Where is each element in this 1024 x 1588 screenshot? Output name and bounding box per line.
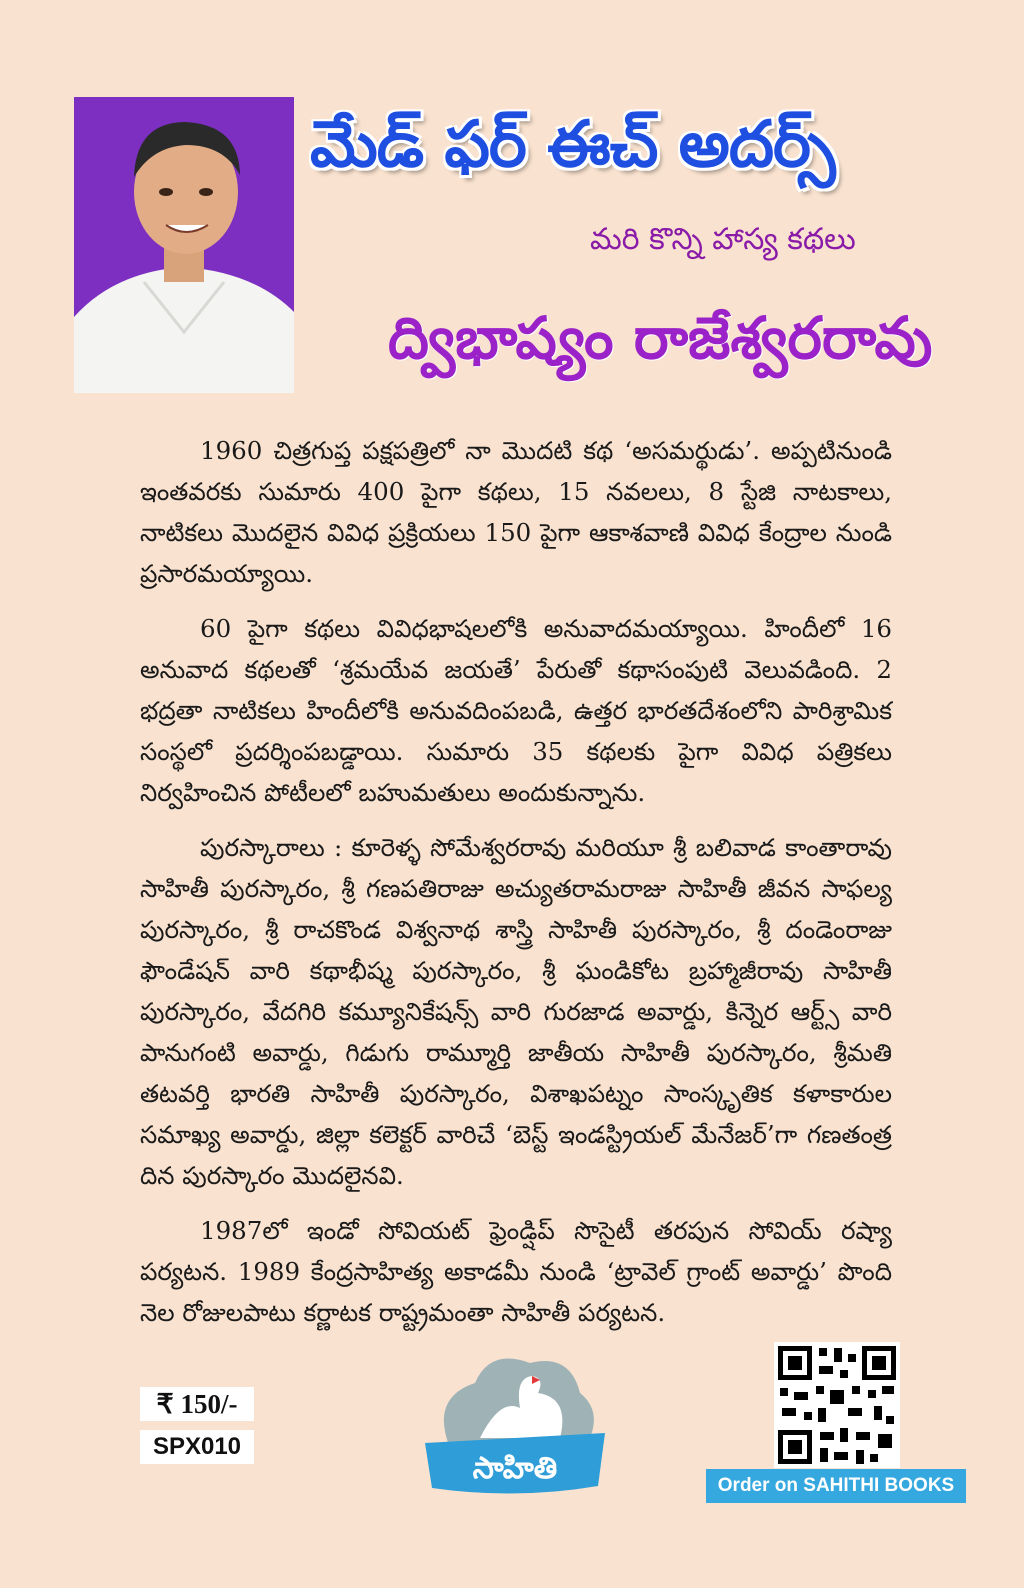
- swan-icon: [420, 1338, 610, 1498]
- book-subtitle: మరి కొన్ని హాస్య కథలు: [590, 222, 856, 257]
- book-code: SPX010: [140, 1430, 254, 1464]
- qr-code-icon[interactable]: [774, 1342, 900, 1468]
- price-label: ₹ 150/-: [140, 1387, 254, 1421]
- book-title: మేడ్ ఫర్ ఈచ్ అదర్స్: [310, 108, 835, 182]
- author-bio: [140, 430, 892, 1347]
- order-button[interactable]: Order on SAHITHI BOOKS: [706, 1469, 966, 1503]
- publisher-logo-text: సాహితి: [472, 1451, 558, 1486]
- bio-paragraph: పురస్కారాలు : కూరెళ్ళ సోమేశ్వరరావు మరియూ శ్రీ బలివాడ కాంతారావు సాహితీ పురస్కారం, శ్రీ గణపతిరాజు అచ్యుతరామరాజు సాహితీ జీవన సాఫల్య పురస్కారం, శ్రీ రాచకొండ విశ్వనాథ శాస్త్రి సాహితీ పురస్కారం, శ్రీ దండెంరాజు ఫౌండేషన్ వారి కథాభీష్మ పురస్కారం, శ్రీ ఘండికోట బ్రహ్మాజీరావు సాహితీ పురస్కారం, వేదగిరి కమ్యూనికేషన్స్ వారి గురజాడ అవార్డు, కిన్నెర ఆర్ట్స్ వారి పానుగంటి అవార్డు, గిడుగు రామ్మూర్తి జాతీయ సాహితీ పురస్కారం, శ్రీమతి తటవర్తి భారతి సాహితీ పురస్కారం, విశాఖపట్నం సాంస్కృతిక కళాకారుల సమాఖ్య అవార్డు, జిల్లా కలెక్టర్ వారిచే ‘బెస్ట్ ఇండస్ట్రియల్ మేనేజర్’గా గణతంత్ర దిన పురస్కారం మొదలైనవి.: [140, 833, 892, 1190]
- bio-paragraph: 1987లో ఇండో సోవియట్ ఫ్రెండ్షిప్ సొసైటీ తరపున సోవియ్ రష్యా పర్యటన. 1989 కేంద్రసాహిత్య అకాడమీ నుండి ‘ట్రావెల్ గ్రాంట్ అవార్డు’ పొంది నెల రోజులపాటు కర్ణాటక రాష్ట్రమంతా సాహితీ పర్యటన.: [140, 1216, 892, 1327]
- author-name: ద్విభాష్యం రాజేశ్వరరావు: [388, 304, 933, 372]
- bio-paragraph: 60 పైగా కథలు వివిధభాషలలోకి అనువాదమయ్యాయి. హిందీలో 16 అనువాద కథలతో ‘శ్రమయేవ జయతే’ పేరుతో కథాసంపుటి వెలువడింది. 2 భద్రతా నాటికలు హిందీలోకి అనువదింపబడి, ఉత్తర భారతదేశంలోని పారిశ్రామిక సంస్థలో ప్రదర్శింపబడ్డాయి. సుమారు 35 కథలకు పైగా వివిధ పత్రికలు నిర్వహించిన పోటీలలో బహుమతులు అందుకున్నాను.: [140, 614, 892, 807]
- publisher-logo: [420, 1338, 610, 1498]
- bio-paragraph: 1960 చిత్రగుప్త పక్షపత్రిలో నా మొదటి కథ ‘అసమర్థుడు’. అప్పటినుండి ఇంతవరకు సుమారు 400 పైగా కథలు, 15 నవలలు, 8 స్టేజి నాటకాలు, నాటికలు మొదలైన వివిధ ప్రక్రియలు 150 పైగా ఆకాశవాణి వివిధ కేంద్రాల నుండి ప్రసారమయ్యాయి.: [140, 436, 892, 588]
- author-photo: [74, 97, 294, 393]
